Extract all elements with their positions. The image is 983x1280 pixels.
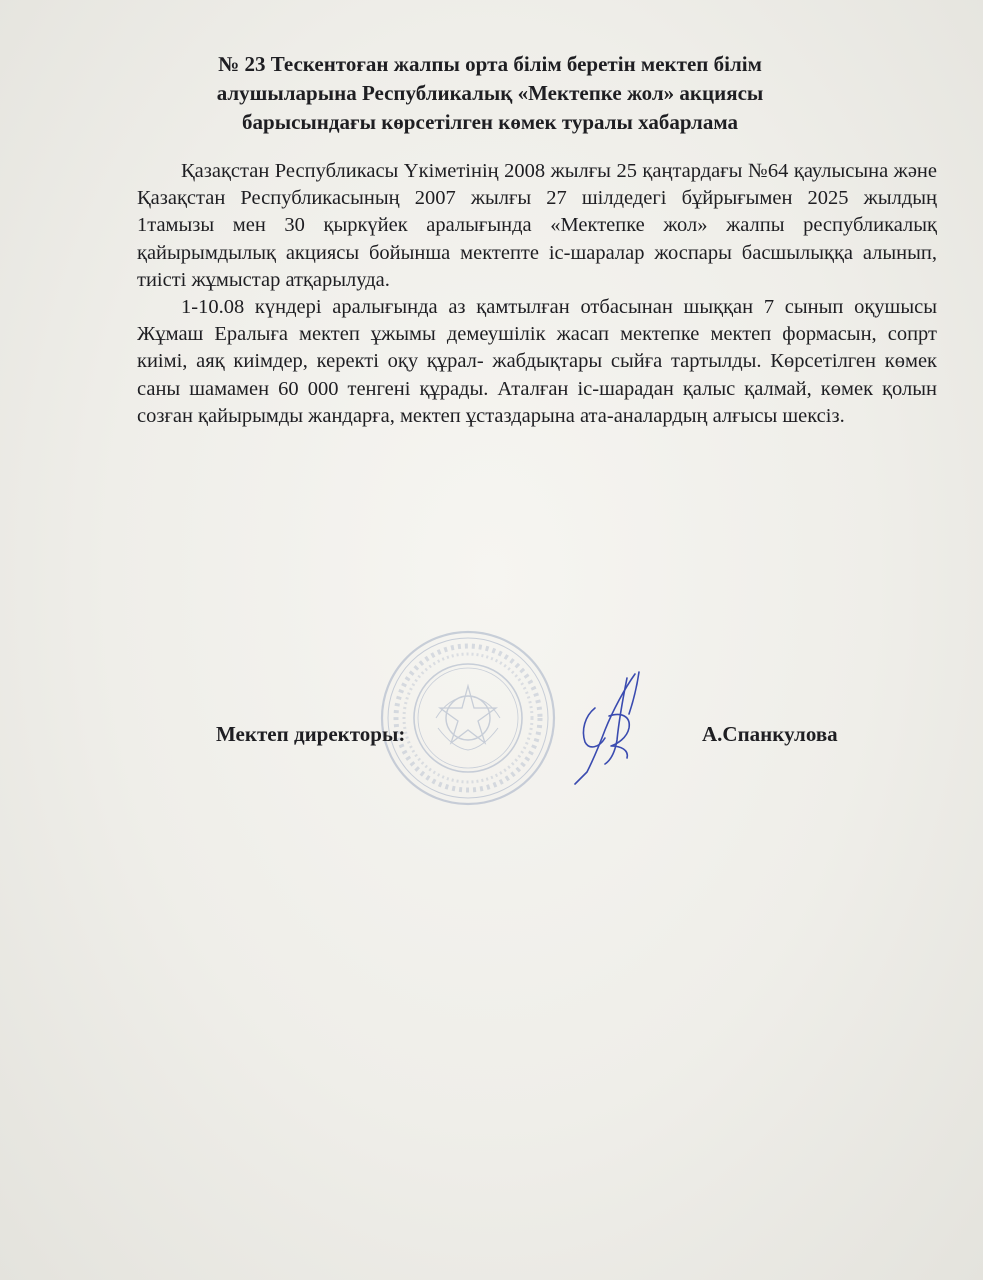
paragraph-2: 1-10.08 күндері аралығында аз қамтылған отбасынан шыққан 7 сынып оқушысы Жұмаш Ералыға мектеп ұжымы демеушілік жасап мектепке мектеп формасын, сопрт киімі, аяқ киімдер, керекті оқу құрал- жабдықтары сыйға тартылды. Көрсетілген көмек саны шамамен 60 000 тенгені құрады. Аталған іс-шарадан қалыс қалмай, көмек қолын созған қайырымды жандарға, мектеп ұстаздарына ата-аналардың алғысы шексіз. <box>137 296 937 427</box>
document-title <box>120 50 860 137</box>
paragraph-1: Қазақстан Республикасы Үкіметінің 2008 жылғы 25 қаңтардағы №64 қаулысына және Қазақстан Республикасының 2007 жылғы 27 шілдедегі бұйрығымен 2025 жылдың 1тамызы мен 30 қыркүйек аралығында «Мектепке жол» жалпы республикалық қайырымдылық акциясы бойынша мектепте іс-шаралар жоспары басшылыққа алынып, тиісті жұмыстар атқарылуда. <box>137 160 937 291</box>
title-line-1: № 23 Тескентоған жалпы орта білім беретін мектеп білім <box>218 52 762 76</box>
handwritten-signature <box>565 668 650 788</box>
title-line-2: алушыларына Республикалық «Мектепке жол» акциясы <box>216 81 764 105</box>
official-seal-stamp <box>378 628 558 808</box>
signature-name: А.Спанкулова <box>702 722 838 746</box>
title-line-3: барысындағы көрсетілген көмек туралы хабарлама <box>242 110 738 134</box>
signature-label: Мектеп директоры: <box>216 722 406 746</box>
document-body <box>137 158 937 430</box>
